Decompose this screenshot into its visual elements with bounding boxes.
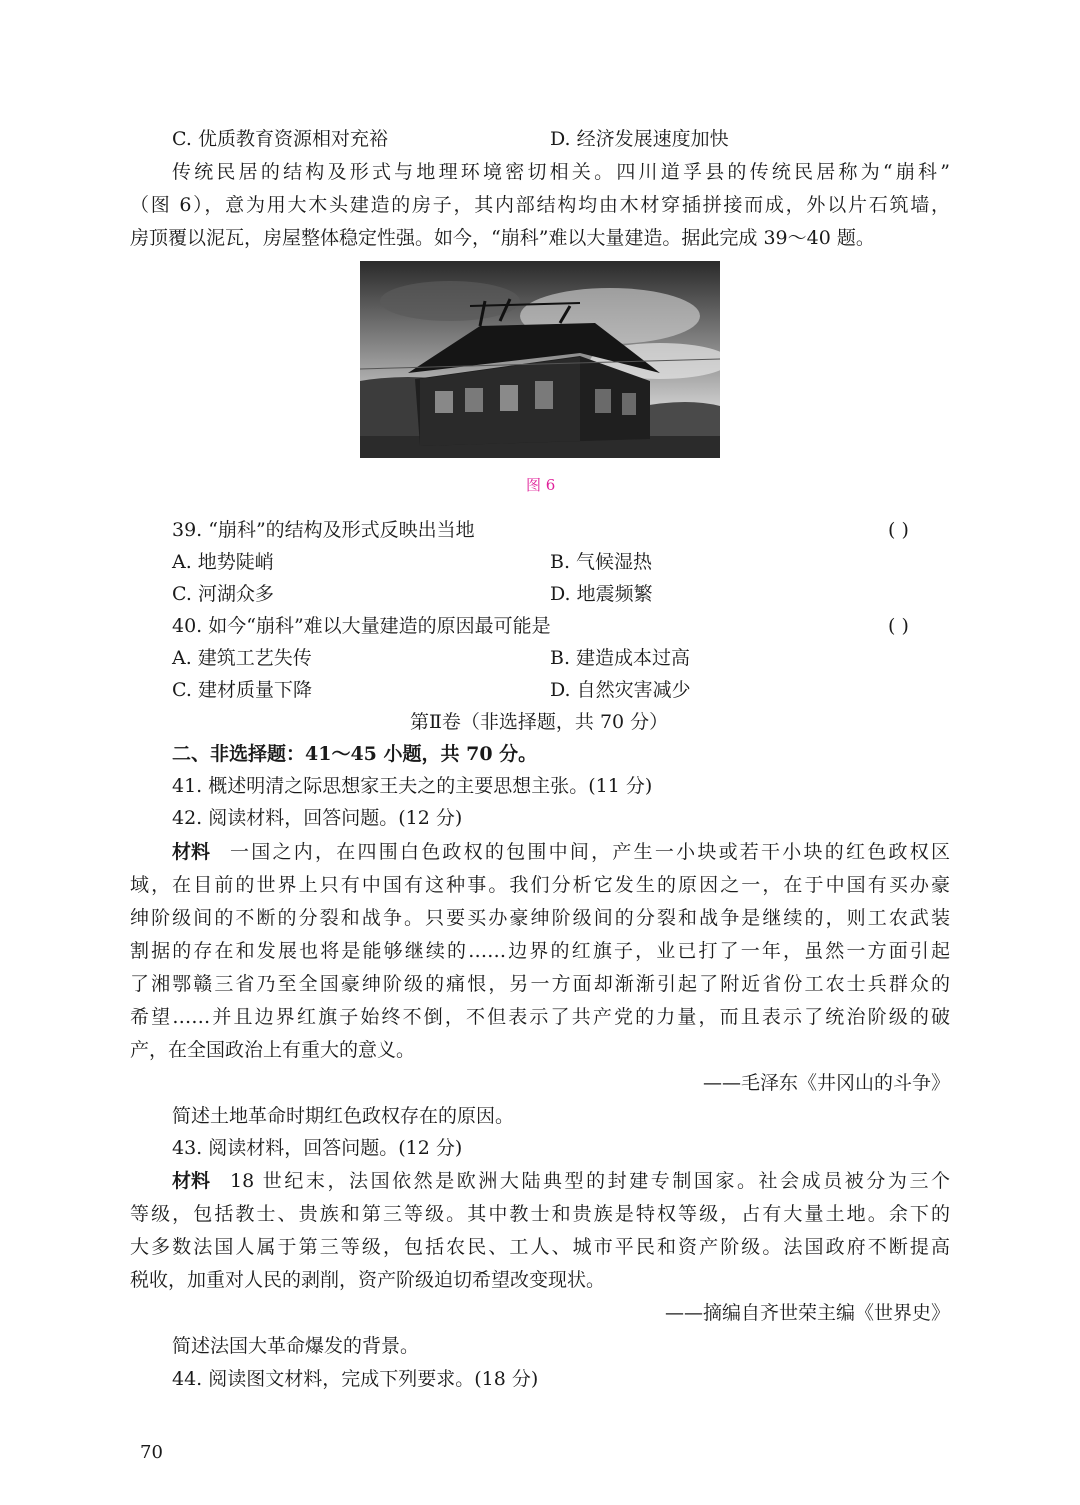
- q43-line-1-text: 18 世纪末，法国依然是欧洲大陆典型的封建专制国家。社会成员被分为三个: [230, 1170, 950, 1192]
- q39-option-c: C. 河湖众多: [172, 583, 274, 605]
- q42-material-line-3: 绅阶级间的不断的分裂和战争。只要买办豪绅阶级间的分裂和战争是继续的，则工农武装: [130, 907, 950, 929]
- intro-line-2: （图 6），意为用大木头建造的房子，其内部结构均由木材穿插拼接而成，外以片石筑墙，: [130, 194, 950, 216]
- option-d-prev: D. 经济发展速度加快: [550, 128, 729, 150]
- q43-source: ——摘编自齐世荣主编《世界史》: [664, 1302, 950, 1324]
- intro-line-3: 房顶覆以泥瓦，房屋整体稳定性强。如今，“崩科”难以大量建造。据此完成 39～40 题。: [130, 227, 875, 249]
- section-heading: 二、非选择题：41～45 小题，共 70 分。: [172, 743, 538, 765]
- intro-line-1: 传统民居的结构及形式与地理环境密切相关。四川道孚县的传统民居称为“崩科”: [172, 161, 950, 183]
- q39-option-b: B. 气候湿热: [550, 551, 653, 573]
- option-c-prev: C. 优质教育资源相对充裕: [172, 128, 388, 150]
- q42-material-line-1: [172, 843, 950, 862]
- q42-material-label: 材料: [172, 841, 211, 863]
- q43-material-line-2: 等级，包括教士、贵族和第三等级。其中教士和贵族是特权等级，占有大量土地。余下的: [130, 1203, 950, 1225]
- q39-option-d: D. 地震频繁: [550, 583, 653, 605]
- q40-answer-blank: ( ): [888, 615, 909, 637]
- q43-stem: 43. 阅读材料，回答问题。(12 分): [172, 1137, 463, 1159]
- q40-stem: 40. 如今“崩科”难以大量建造的原因最可能是: [172, 615, 551, 637]
- q40-option-d: D. 自然灾害减少: [550, 679, 691, 701]
- q43-ask: 简述法国大革命爆发的背景。: [172, 1335, 420, 1357]
- q42-material-line-5: 了湘鄂赣三省乃至全国豪绅阶级的痛恨，另一方面却渐渐引起了附近省份工农士兵群众的: [130, 973, 950, 995]
- q43-material-line-1: [172, 1172, 950, 1191]
- q43-material-line-3: 大多数法国人属于第三等级，包括农民、工人、城市平民和资产阶级。法国政府不断提高: [130, 1236, 950, 1258]
- q43-material-line-4: 税收，加重对人民的剥削，资产阶级迫切希望改变现状。: [130, 1269, 606, 1291]
- figure-caption: 图 6: [526, 476, 556, 494]
- q40-option-b: B. 建造成本过高: [550, 647, 691, 669]
- page-number: 70: [140, 1442, 163, 1463]
- q39-stem: 39. “崩科”的结构及形式反映出当地: [172, 519, 475, 541]
- q42-line-1-text: 一国之内，在四围白色政权的包围中间，产生一小块或若干小块的红色政权区: [230, 841, 950, 863]
- q41-stem: 41. 概述明清之际思想家王夫之的主要思想主张。(11 分): [172, 775, 653, 797]
- q40-option-a: A. 建筑工艺失传: [172, 647, 312, 669]
- q42-material-line-6: 希望……并且边界红旗子始终不倒，不但表示了共产党的力量，而且表示了统治阶级的破: [130, 1006, 950, 1028]
- bengke-house-photo: [360, 261, 720, 458]
- q42-material-line-2: 域，在目前的世界上只有中国有这种事。我们分析它发生的原因之一，在于中国有买办豪: [130, 874, 950, 896]
- q42-material-line-4: 割据的存在和发展也将是能够继续的……边界的红旗子，业已打了一年，虽然一方面引起: [130, 940, 950, 962]
- q44-stem: 44. 阅读图文材料，完成下列要求。(18 分): [172, 1368, 539, 1390]
- q39-option-a: A. 地势陡峭: [172, 551, 274, 573]
- q42-stem: 42. 阅读材料，回答问题。(12 分): [172, 807, 463, 829]
- q42-ask: 简述土地革命时期红色政权存在的原因。: [172, 1105, 515, 1127]
- q42-material-line-7: 产，在全国政治上有重大的意义。: [130, 1039, 416, 1061]
- q42-source: ——毛泽东《井冈山的斗争》: [702, 1072, 950, 1094]
- section-title: 第Ⅱ卷（非选择题，共 70 分）: [410, 711, 669, 733]
- q39-answer-blank: ( ): [888, 519, 909, 541]
- q40-option-c: C. 建材质量下降: [172, 679, 312, 701]
- q43-material-label: 材料: [172, 1170, 211, 1192]
